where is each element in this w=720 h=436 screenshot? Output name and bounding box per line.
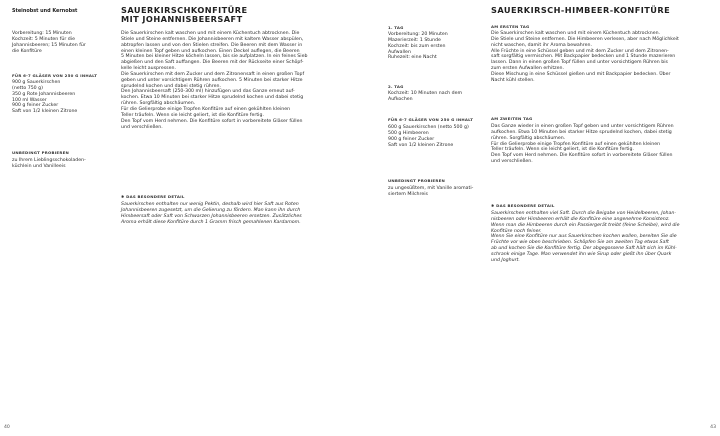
right-ingredient-list (388, 125, 469, 148)
ingredient: 900 g Sauerkirschen (12, 80, 61, 85)
left-detail-text: Sauerkirschen enthalten nur wenig Pektin, deshalb wird hier Saft aus Roten Johannisbeeren zugesetzt, um die Gelierung zu fördern. Man kann ihn durch Himbeersaft oder Saft von Schwarzen Johannisbeeren ersetzen. Zusätzliches Aroma erhält diese Konfitüre durch 1 Gramm frisch gemahlenen Kardamom. (121, 202, 302, 225)
ingredient: 900 g feiner Zucker (12, 103, 59, 109)
left-essential-text: zu Ihrem Lieblingsschokoladen- küchlein und Vanilleeis (12, 158, 86, 169)
day1-heading: AM ERSTEN TAG (491, 24, 530, 29)
right-essential-label: UNBEDINGT PROBIEREN (388, 178, 445, 183)
ingredient: 500 g Himbeeren (388, 130, 429, 136)
right-day2-times: Kochzeit: 10 Minuten nach dem Aufkochen (388, 91, 463, 102)
right-essential-text: zu ungesüßtem, mit Vanille aromati- siertem Milchreis (388, 186, 474, 197)
left-recipe-body: Die Sauerkirschen kalt waschen und mit einem Küchentuch abtrocknen. Die Stiele und Steine entfernen. Die Johannisbeeren mit kaltem Wasser abspülen, abtropfen lassen und von den Stielen streifen. Die Beeren mit dem Wasser in einen kleinen Topf geben und aufkochen. Einen Deckel auflegen, die Beeren 5 Minuten bei kleiner Hitze köcheln lassen, bis sie aufplatzen. In ein feines Sieb abgießen und den Saft auffangen. Die Beeren mit der Rückseite einer Schöpf- kelle leicht auspressen. Die Sauerkirschen mit dem Zucker und dem Zitronensaft in einen großen Topf geben und unter vorsichtigem Rühren aufkochen. 5 Minuten bei starker Hitze sprudelnd kochen und dabei stetig rühren. Den Johannisbeersaft (250-300 ml) hinzufügen und das Ganze erneut auf- kochen. Etwa 10 Minuten bei starker Hitze sprudelnd kochen und dabei stetig rühren. Sorgfältig abschäumen. Für die Gelierprobe einige Tropfen Konfitüre auf einen gekühlten kleinen Teller träufeln. Wenn sie leicht geliert, ist die Konfitüre fertig. Den Topf vom Herd nehmen. Die Konfitüre sofort in vorbereitete Gläser füllen und verschließen. (121, 31, 308, 130)
right-day1-times: Vorbereitung: 20 Minuten Mazerierzeit: 1 Stunde Kochzeit: bis zum ersten Aufwallen Ruhezeit: eine Nacht (388, 32, 448, 61)
left-yield-label: FÜR 6-7 GLÄSER VON 250 G INHALT (12, 73, 98, 78)
section-heading: Steinobst und Kernobst (12, 8, 78, 14)
day2-heading: AM ZWEITEN TAG (491, 116, 533, 121)
ingredient: Saft von 1/2 kleinen Zitrone (12, 109, 78, 115)
right-detail-text: Sauerkirschen enthalten viel Saft. Durch die Beigabe von Heidelbeeren, Johan- nisbeeren oder Himbeeren erhält die Konfitüre eine angenehme Konsistenz. Wenn man die Himbeeren durch ein Passiergerät treibt (feine Scheibe), wird die Konfitüre noch feiner. Wenn Sie eine Konfitüre nur aus Sauerkirschen kochen wollen, bereiten Sie die Früchte vor wie oben beschrieben. Schöpfen Sie am zweiten Tag etwas Saft ab und kochen Sie die Konfitüre fertig. Der abgegossene Saft hält sich im Kühl- schrank einige Tage. Man verwendet ihn wie Sirup oder gießt ihn über Quark und Joghurt. (491, 211, 680, 263)
right-page (360, 0, 720, 436)
left-ingredient-list (12, 80, 77, 115)
day2-body: Das Ganze wieder in einen großen Topf geben und unter vorsichtigem Rühren aufkochen. Etwa 10 Minuten bei starker Hitze sprudelnd kochen, dabei stetig rühren. Sorgfältig abschäumen. Für die Gelierprobe einige Tropfen Konfitüre auf einen gekühlten kleinen Teller träufeln. Wenn sie leicht geliert, ist die Konfitüre fertig. Den Topf vom Herd nehmen. Die Konfitüre sofort in vorbereitete Gläser füllen und verschließen. (491, 124, 674, 165)
ingredient: Saft von 1/2 kleinen Zitrone (388, 142, 454, 148)
ingredient: 350 g Rote Johannisbeeren (12, 91, 76, 97)
ingredient: 900 g feiner Zucker (388, 136, 435, 142)
day1-body: Die Sauerkirschen kalt waschen und mit einem Küchentuch abtrocknen. Die Stiele und Steine entfernen. Die Himbeeren verlesen, aber nach Möglichkeit nicht waschen, damit ihr Aroma bewahren. Alle Früchte in eine Schüssel geben und mit dem Zucker und dem Zitronen- saft sorgfältig vermischen. Mit Backpapier bedecken und 1 Stunde mazerieren lassen. Dann in einen großen Topf füllen und unter vorsichtigem Rühren bis zum ersten Aufwallen erhitzen. Diese Mischung in eine Schüssel gießen und mit Backpapier bedecken. Über Nacht kühl stellen. (491, 31, 679, 83)
recipe-title: SAUERKIRSCHKONFITÜRE MIT JOHANNISBEERSAFT (121, 5, 248, 24)
right-day2-label: 2. TAG (388, 84, 404, 89)
left-sidebar-times: Vorbereitung: 15 Minuten Kochzeit: 5 Minuten für die Johannisbeeren; 15 Minuten für die Konfitüre (12, 31, 86, 54)
recipe-title: SAUERKIRSCH-HIMBEER-KONFITÜRE (491, 5, 671, 15)
page-number: 43 (710, 425, 716, 430)
ingredient: (netto 750 g) (12, 85, 43, 91)
left-essential-label: UNBEDINGT PROBIEREN (12, 150, 69, 155)
ingredient: 600 g Sauerkirschen (netto 500 g) (388, 125, 469, 130)
ingredient: 100 ml Wasser (12, 97, 47, 103)
right-day1-label: 1. TAG (388, 25, 404, 30)
left-detail-label: ✱ DAS BESONDERE DETAIL (121, 194, 185, 199)
right-yield-label: FÜR 6-7 GLÄSER VON 250 G INHALT (388, 117, 474, 122)
page-number: 40 (4, 425, 10, 430)
right-detail-label: ✱ DAS BESONDERE DETAIL (491, 203, 555, 208)
